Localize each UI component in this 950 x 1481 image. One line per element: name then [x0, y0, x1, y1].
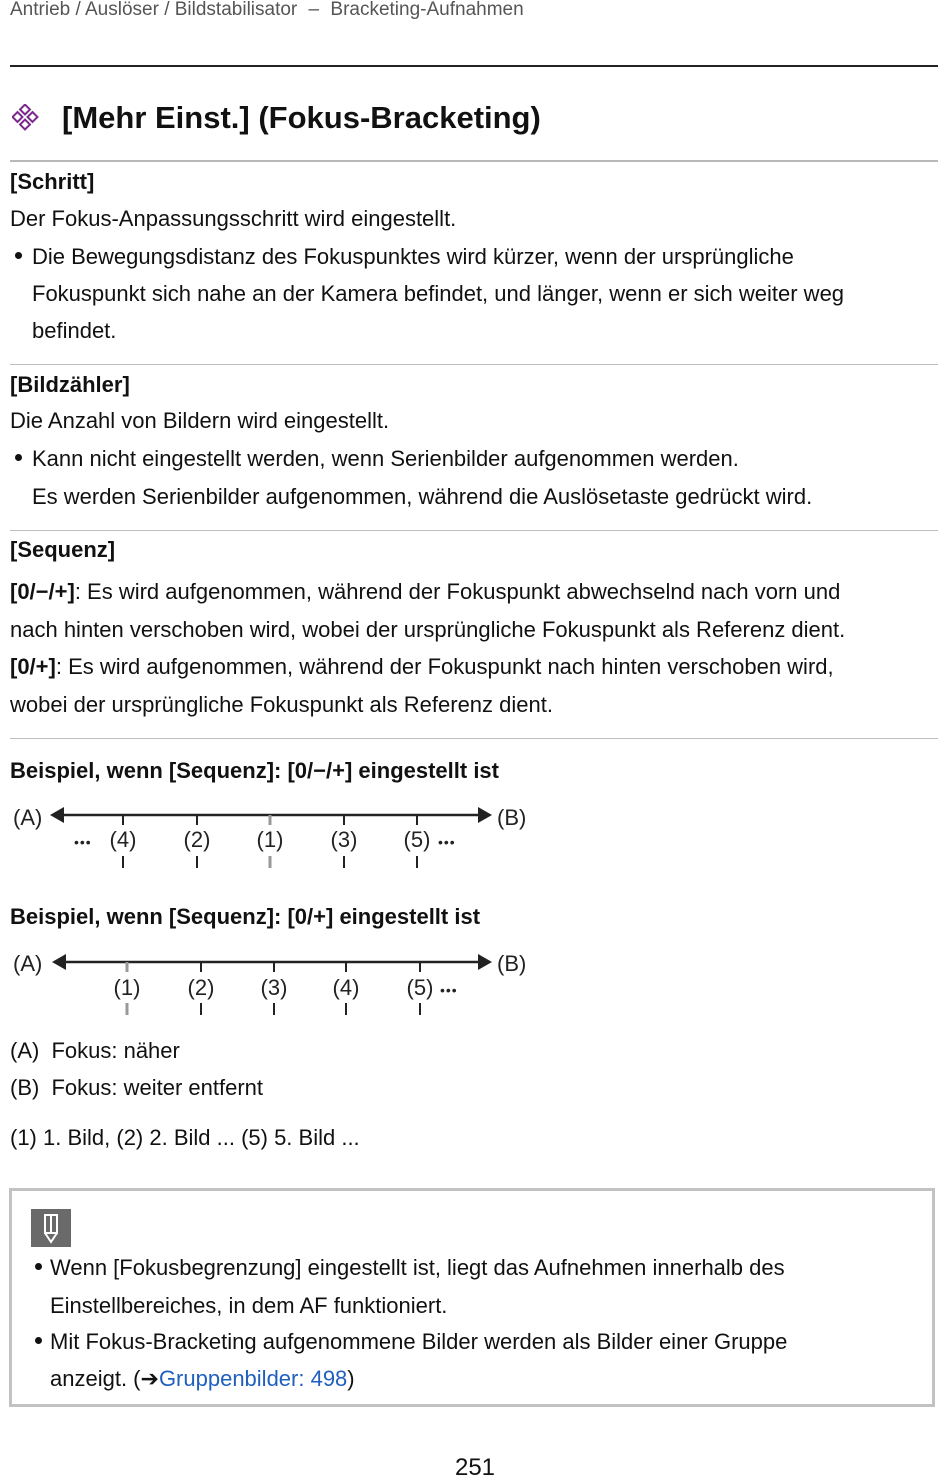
breadcrumb-path: Antrieb / Auslöser / Bildstabilisator	[10, 0, 298, 20]
bullet-dot	[35, 1337, 42, 1344]
sequenz-option-2-label: [0/+]	[10, 654, 56, 679]
page-number: 251	[454, 1454, 496, 1481]
sequenz-option-1-text: : Es wird aufgenommen, während der Fokuspunkt abwechselnd nach vorn und	[74, 579, 841, 604]
note-bullet-2-prefix: anzeigt. (	[50, 1366, 141, 1391]
gruppenbilder-link[interactable]: Gruppenbilder: 498	[158, 1366, 348, 1391]
tick-label: (1)	[256, 827, 284, 852]
arrow-left-icon	[50, 807, 64, 823]
tick-label: (5)	[406, 975, 434, 1000]
arrow-left-icon	[52, 954, 66, 970]
arrow-right-icon: ➔	[140, 1366, 159, 1391]
schritt-description: Der Fokus-Anpassungsschritt wird eingestellt.	[10, 206, 457, 231]
legend-a-key: (A)	[10, 1038, 40, 1063]
pencil-icon	[31, 1209, 71, 1247]
note-bullet-2: Mit Fokus-Bracketing aufgenommene Bilder werden als Bilder einer Gruppe	[50, 1329, 788, 1354]
bullet-dot	[15, 252, 22, 259]
ellipsis: •••	[440, 982, 458, 998]
bildzaehler-continuation: Es werden Serienbilder aufgenommen, während die Auslösetaste gedrückt wird.	[32, 484, 813, 509]
arrow-right-icon	[478, 954, 492, 970]
note-bullet-2-suffix: )	[347, 1366, 355, 1391]
tick-label: (3)	[330, 827, 358, 852]
section-divider	[10, 530, 938, 531]
section-divider	[10, 738, 938, 739]
note-bullet-1-cont: Einstellbereiches, in dem AF funktioniert.	[50, 1293, 448, 1318]
schritt-bullet-line: befindet.	[32, 318, 117, 343]
note-bullet-1: Wenn [Fokusbegrenzung] eingestellt ist, liegt das Aufnehmen innerhalb des	[50, 1255, 785, 1280]
diamond-bullet-icon	[12, 104, 42, 134]
schritt-bullet-line: Die Bewegungsdistanz des Fokuspunktes wird kürzer, wenn der ursprüngliche	[32, 244, 794, 269]
sequenz-option-2-cont: wobei der ursprüngliche Fokuspunkt als Referenz dient.	[10, 692, 553, 717]
label-b: (B)	[497, 805, 527, 830]
tick-label: (5)	[403, 827, 431, 852]
label-a: (A)	[13, 951, 43, 976]
bildzaehler-heading: [Bildzähler]	[10, 372, 130, 397]
section-divider	[10, 160, 938, 162]
sequenz-option-2	[10, 655, 834, 679]
schritt-bullet-line: Fokuspunkt sich nahe an der Kamera befindet, und länger, wenn er sich weiter weg	[32, 281, 845, 306]
sequenz-option-1-cont: nach hinten verschoben wird, wobei der ursprüngliche Fokuspunkt als Referenz dient.	[10, 617, 846, 642]
sequenz-option-2-text: : Es wird aufgenommen, während der Fokuspunkt nach hinten verschoben wird,	[55, 654, 834, 679]
note-bullet-2-cont	[50, 1367, 355, 1391]
legend-a-text: Fokus: näher	[51, 1038, 180, 1063]
tick-label: (2)	[187, 975, 215, 1000]
example-2-diagram	[0, 945, 560, 1025]
tick-label: (1)	[113, 975, 141, 1000]
tick-label: (4)	[109, 827, 137, 852]
page-title: [Mehr Einst.] (Fokus-Bracketing)	[62, 100, 541, 135]
tick-label: (3)	[260, 975, 288, 1000]
sequenz-option-1-label: [0/−/+]	[10, 579, 75, 604]
sequenz-heading: [Sequenz]	[10, 537, 116, 562]
ellipsis: •••	[74, 834, 92, 850]
arrow-right-icon	[478, 807, 492, 823]
ellipsis: •••	[438, 834, 456, 850]
label-a: (A)	[13, 805, 43, 830]
tick-label: (4)	[332, 975, 360, 1000]
section-divider	[10, 364, 938, 365]
legend-b	[10, 1076, 263, 1100]
legend-b-key: (B)	[10, 1075, 40, 1100]
label-b: (B)	[497, 951, 527, 976]
breadcrumb-section: Bracketing-Aufnahmen	[330, 0, 524, 20]
legend-b-text: Fokus: weiter entfernt	[51, 1075, 263, 1100]
example-1-diagram	[0, 798, 560, 878]
schritt-heading: [Schritt]	[10, 169, 95, 194]
breadcrumb-separator: –	[308, 0, 320, 20]
header-rule	[10, 65, 938, 67]
legend-a	[10, 1039, 180, 1063]
breadcrumb	[10, 0, 524, 20]
legend-sequence: (1) 1. Bild, (2) 2. Bild ... (5) 5. Bild ...	[10, 1125, 360, 1150]
example-1-heading: Beispiel, wenn [Sequenz]: [0/−/+] eingestellt ist	[10, 758, 499, 783]
bildzaehler-description: Die Anzahl von Bildern wird eingestellt.	[10, 408, 390, 433]
example-2-heading: Beispiel, wenn [Sequenz]: [0/+] eingestellt ist	[10, 904, 481, 929]
bildzaehler-bullet: Kann nicht eingestellt werden, wenn Serienbilder aufgenommen werden.	[32, 446, 739, 471]
tick-label: (2)	[183, 827, 211, 852]
sequenz-option-1	[10, 580, 840, 604]
bullet-dot	[35, 1263, 42, 1270]
bullet-dot	[15, 454, 22, 461]
